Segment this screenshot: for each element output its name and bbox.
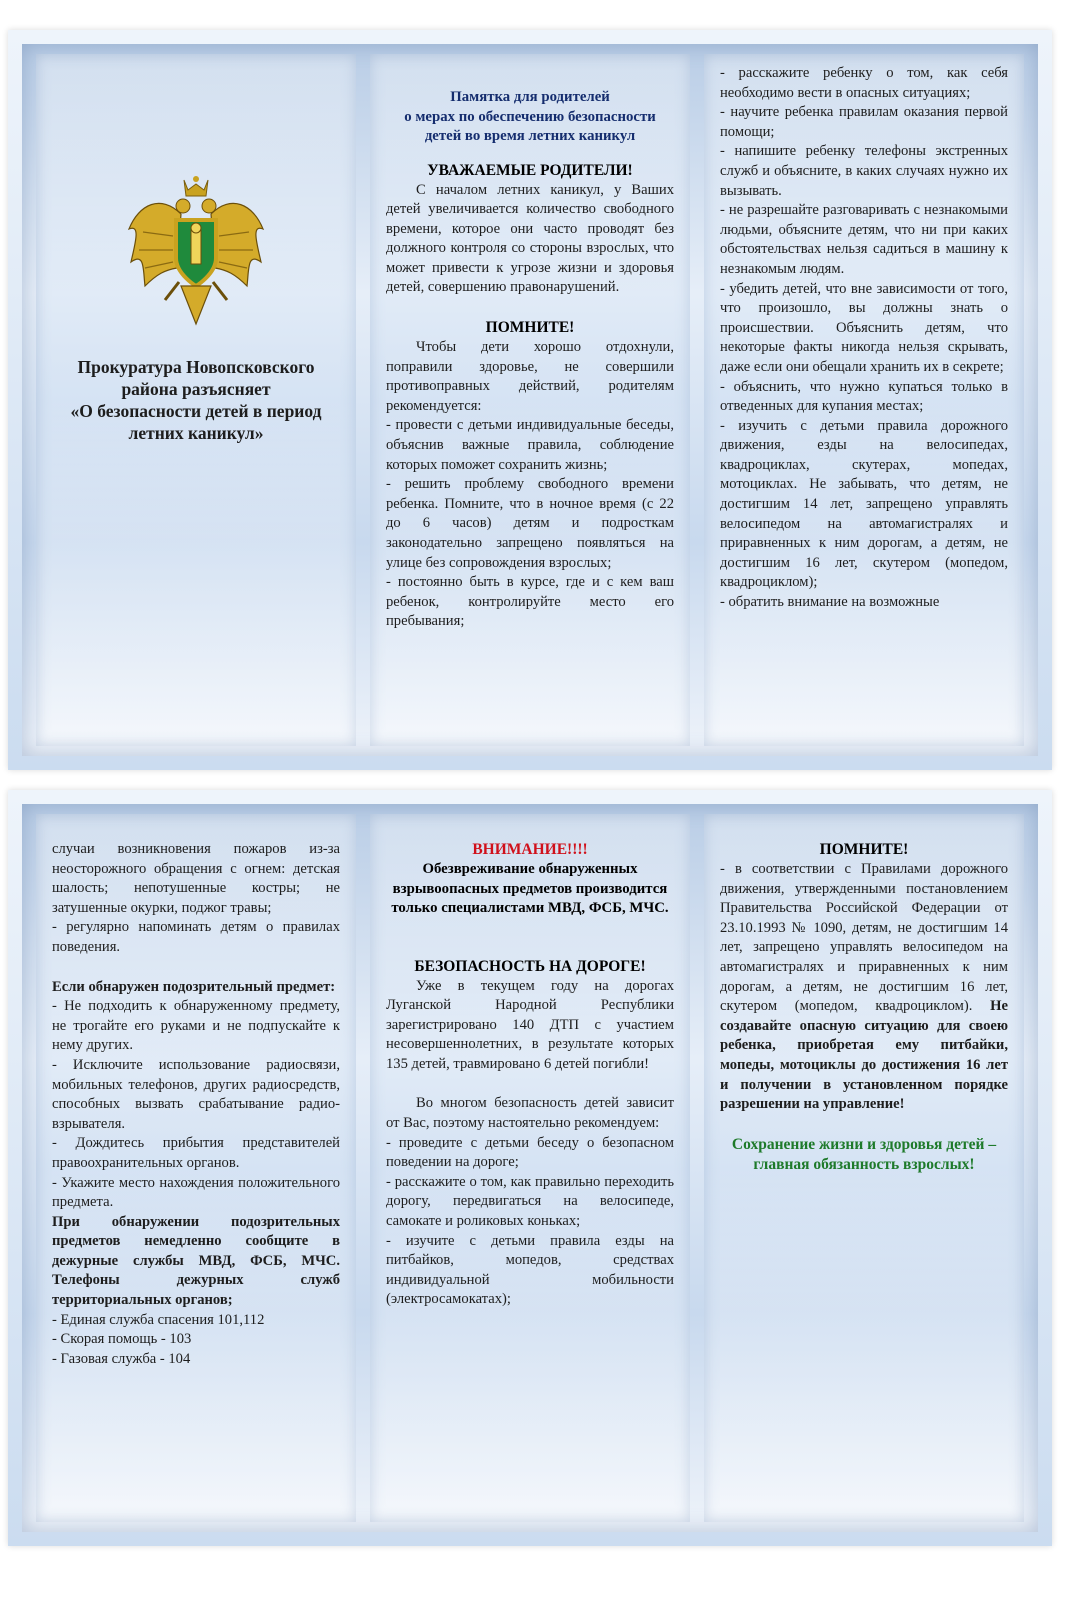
phone-line: - Скорая помощь - 103: [52, 1331, 192, 1348]
road-recommendation: - проведите с детьми беседу о безопасном поведении на дороге;: [386, 1134, 674, 1171]
intro-paragraph: С началом летних каникул, у Ваших детей увеличивается количество свободного времени, которое они часто проводят без должного контроля со стороны взрослых, что может привести к угрозе жизни и здоровья детей, совершению правонарушений.: [386, 181, 674, 296]
road-recommendation: - расскажите о том, как правильно переходить дорогу, передвигаться на велосипеде, самокате и роликовых коньках;: [386, 1173, 674, 1230]
org-title-line-4: летних каникул»: [128, 423, 264, 443]
phone-line: - Газовая служба - 104: [52, 1350, 191, 1367]
prosecutor-emblem-icon: [121, 174, 271, 334]
brochure-page-1: [22, 44, 1038, 756]
suspicious-instruction: - Дождитесь прибытия представителей правоохранительных органов.: [52, 1135, 340, 1171]
brochure-page-2: [22, 804, 1038, 1532]
advice-item: - изучить с детьми правила дорожного движения, езды на велосипедах, квадроциклах, скутерах, мопедах, мотоциклах. Не забывать, что детям, не достигшим 14 лет, запрещено управлять велосипедом на автомагистралях и приравненных к ним дорогам, а детям, не достигшим 16 лет, скутером (мопедом, квадроциклом);: [720, 417, 1008, 591]
memo-title: [386, 88, 674, 147]
memo-title-line-1: Памятка для родителей: [450, 89, 610, 105]
remember-heading: ПОМНИТЕ!: [485, 319, 575, 337]
panel-cover: [36, 54, 356, 746]
org-title-line-1: Прокуратура Новопсковского: [77, 357, 315, 377]
road-safety-heading: БЕЗОПАСНОСТЬ НА ДОРОГЕ!: [414, 957, 646, 975]
memo-title-line-3: детей во время летних каникул: [424, 128, 636, 144]
recommendation-intro: Чтобы дети хорошо отдохнули, поправили здоровье, не совершили противоправных действий, родителям рекомендуется:: [386, 339, 674, 414]
greeting-heading: УВАЖАЕМЫЕ РОДИТЕЛИ!: [427, 161, 633, 179]
recommendation-item: - провести с детьми индивидуальные беседы, объяснив важные правила, соблюдение которых поможет сохранить жизнь;: [386, 417, 674, 473]
panel-road-safety: [370, 814, 690, 1522]
advice-item: - напишите ребенку телефоны экстренных служб и объясните, в каких случаях нужно их вызывать.: [720, 143, 1008, 199]
road-recommendation-intro: Во многом безопасность детей зависит от Вас, поэтому настоятельно рекомендуем:: [386, 1095, 674, 1132]
report-instruction: При обнаружении подозрительных предметов немедленно сообщите в дежурные службы МВД, ФСБ, МЧС. Телефоны дежурных служб территориальных органов;: [52, 1213, 340, 1309]
advice-item: - научите ребенка правилам оказания первой помощи;: [720, 104, 1008, 140]
parent-warning: Не создавайте опасную ситуацию для своею ребенка, приобретая ему питбайки, мопеды, мотоциклы до достижения 16 лет и получении в установленном порядке разрешении на управление!: [720, 998, 1008, 1113]
road-recommendation: - изучите с детьми правила езды на питбайков, мопедов, средствах индивидуальной мобильности (электросамокатах);: [386, 1232, 674, 1308]
org-title-line-3: «О безопасности детей в период: [70, 401, 322, 421]
panel-advice: [704, 54, 1024, 746]
memo-title-line-2: о мерах по обеспечению безопасности: [404, 108, 656, 125]
panel-fire-and-objects: [36, 814, 356, 1522]
remember-heading: ПОМНИТЕ!: [819, 841, 909, 858]
brochure-page-outer: [8, 30, 1052, 770]
panel-remember: [704, 814, 1024, 1522]
suspicious-instruction: - Исключите использование радиосвязи, мобильных телефонов, других радиосредств, способных вызвать срабатывание радио-взрывателя.: [52, 1056, 340, 1132]
org-title: [52, 356, 340, 444]
advice-item: - убедить детей, что вне зависимости от того, что произошло, вы должны знать о происшествии. Объяснить детям, что некоторые факты никогда нельзя скрывать, даже если они обещали хранить их в секрете;: [720, 280, 1008, 375]
suspicious-instruction: - Укажите место нахождения положительного предмета.: [52, 1174, 340, 1211]
attention-text: Обезвреживание обнаруженных взрывоопасных предметов производится только специалистами МВД, ФСБ, МЧС.: [391, 861, 669, 916]
recommendation-item: - постоянно быть в курсе, где и с кем ваш ребенок, контролируйте место его пребывания;: [386, 574, 674, 630]
suspicious-instruction: - Не подходить к обнаруженному предмету, не трогайте его руками и не подпускайте к нему других.: [52, 998, 340, 1054]
panel-memo: [370, 54, 690, 746]
advice-item: - объяснить, что нужно купаться только в отведенных для купания местах;: [720, 378, 1008, 415]
road-statistics: Уже в текущем году на дорогах Луганской Народной Республики зарегистрировано 140 ДТП с участием несовершеннолетних, в результате которых 135 детей, травмировано 6 детей погибли!: [386, 977, 674, 1072]
advice-item: - не разрешайте разговаривать с незнакомыми людьми, объясните детям, что ни при каких обстоятельствах нельзя садиться в машину к незнакомым людям.: [720, 202, 1008, 277]
advice-item: - расскажите ребенку о том, как себя необходимо вести в опасных ситуациях;: [720, 65, 1008, 101]
attention-heading: ВНИМАНИЕ!!!!: [472, 841, 588, 858]
advice-item: - обратить внимание на возможные: [720, 594, 940, 611]
org-title-line-2: района разъясняет: [121, 379, 271, 399]
brochure-page-outer: [8, 790, 1052, 1546]
traffic-rule: [720, 860, 1008, 1115]
recommendation-item: - решить проблему свободного времени ребенка. Помните, что в ночное время (с 22 до 6 часов) детям и подросткам законодательно запрещено появляться на улице без сопровождения взрослых;: [386, 476, 674, 571]
phone-line: - Единая служба спасения 101,112: [52, 1311, 265, 1328]
closing-statement: Сохранение жизни и здоровья детей – главная обязанность взрослых!: [731, 1135, 997, 1173]
reminder-paragraph: - регулярно напоминать детям о правилах поведения.: [52, 919, 340, 955]
suspicious-object-heading: Если обнаружен подозрительный предмет:: [52, 978, 336, 995]
traffic-rule-text: - в соответствии с Правилами дорожного движения, утвержденными постановлением Правительства Российской Федерации от 23.10.1993 № 1090, детям, не достигшим 14 лет, запрещено управлять велосипедом на автомагистралях и приравненных к ним дорогам, а детям, не достигшим 16 лет, скутером (мопедом, квадроциклом).: [720, 861, 1008, 1015]
fire-paragraph: случаи возникновения пожаров из-за неосторожного обращения с огнем: детская шалость; непотушенные костры; не затушенные окурки, поджог травы;: [52, 841, 340, 916]
